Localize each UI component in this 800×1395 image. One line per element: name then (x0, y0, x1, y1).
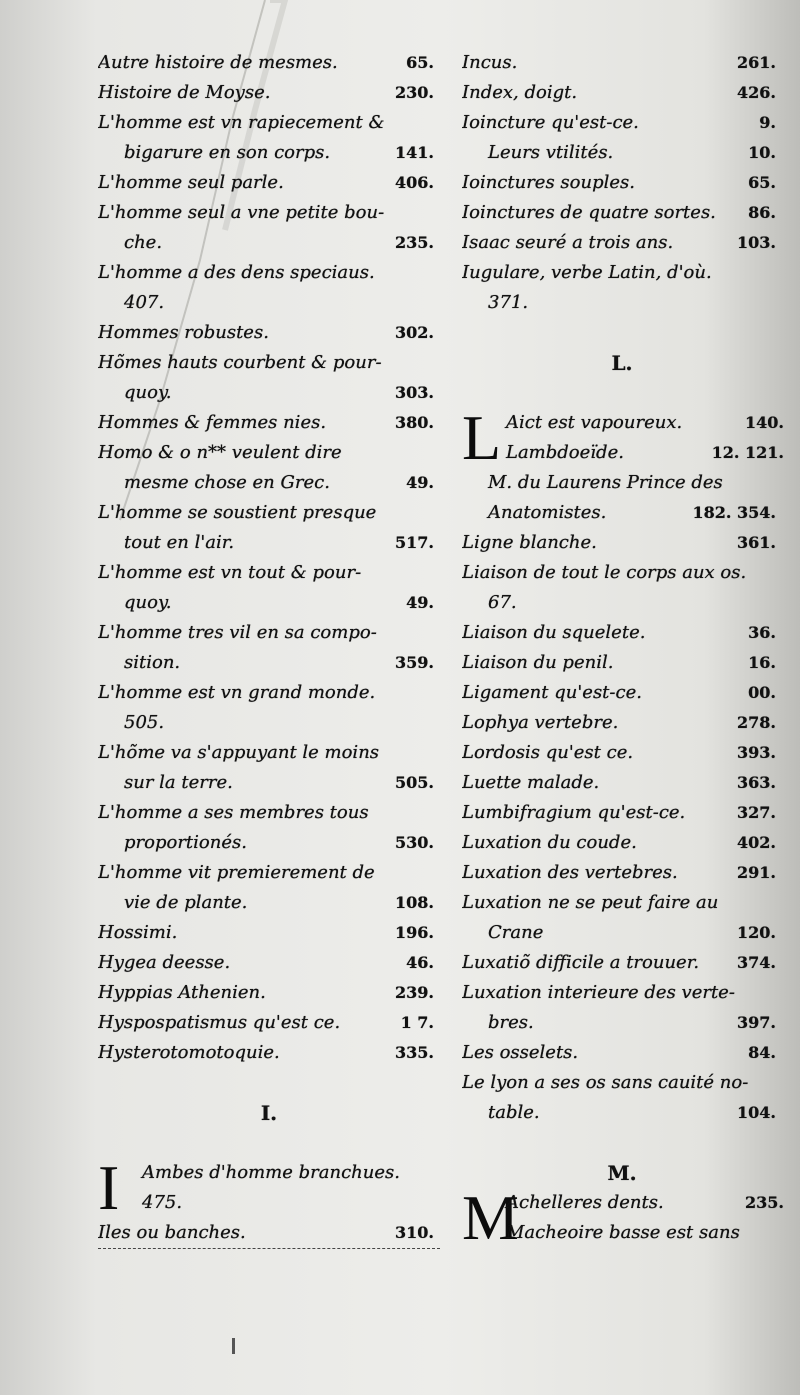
page-number: 327. (737, 803, 776, 822)
index-entry (462, 198, 782, 228)
index-entry (462, 738, 782, 768)
entry-text: bres. (488, 1012, 534, 1033)
entry-text: Luxation interieure des verte- (462, 982, 735, 1003)
entry-text: Les osselets. (462, 1042, 579, 1063)
entry-text: tout en l'air. (124, 532, 235, 553)
index-entry (98, 138, 440, 168)
entry-text (506, 408, 782, 438)
entry-text: L'homme est vn tout & pour- (98, 562, 362, 583)
entry-text: table. (488, 1102, 540, 1123)
index-entry (98, 798, 440, 828)
page-number: 120. (737, 923, 776, 942)
index-entry (462, 768, 782, 798)
entry-text: L'homme seul parle. (98, 172, 284, 193)
page-bottom-mark (232, 1338, 235, 1354)
entry-text: Iugulare, verbe Latin, d'où. (462, 262, 712, 283)
index-entry (98, 738, 440, 768)
entry-text: Hyppias Athenien. (98, 982, 266, 1003)
index-entry (462, 498, 782, 528)
index-entry (98, 558, 440, 588)
page-number: 426. (737, 83, 776, 102)
entry-text: Liaison de tout le corps aux os. (462, 562, 747, 583)
page-number: 65. (748, 173, 776, 192)
page-number: 505. (395, 773, 434, 792)
index-entry (98, 108, 440, 138)
drop-cap-entry (462, 402, 784, 473)
index-column-left (98, 48, 440, 1249)
entry-text: 475. (142, 1192, 183, 1213)
index-entry (462, 108, 782, 138)
page-number: 36. (748, 623, 776, 642)
drop-cap-letter: M (462, 1182, 519, 1253)
page-number: 10. (748, 143, 776, 162)
page-number: 103. (737, 233, 776, 252)
entry-text: Luxation du coude. (462, 832, 637, 853)
page-number: 406. (395, 173, 434, 192)
entry-text: L'homme a ses membres tous (98, 802, 369, 823)
entry-text: Luxatiõ difficile a trouuer. (462, 952, 700, 973)
entry-text: Hygea deesse. (98, 952, 231, 973)
index-entry (462, 828, 782, 858)
entry-text: Lumbifragium qu'est-ce. (462, 802, 686, 823)
entry-text: Luxation des vertebres. (462, 862, 678, 883)
section-letter-heading: M. (607, 1161, 637, 1185)
entry-text: L'homme a des dens speciaus. (98, 262, 375, 283)
entry-text: L'hõme va s'appuyant le moins (98, 742, 380, 763)
page-number: 49. (406, 593, 434, 612)
entry-text: vie de plante. (124, 892, 248, 913)
index-entry (98, 408, 440, 438)
entry-text: Hyspospatismus qu'est ce. (98, 1012, 341, 1033)
entry-text (142, 1188, 440, 1218)
page-number: 363. (737, 773, 776, 792)
index-entry (462, 1008, 782, 1038)
page-number: 239. (395, 983, 434, 1002)
entry-text: Crane (488, 922, 544, 943)
page-number: 230. (395, 83, 434, 102)
entry-text: Isaac seuré a trois ans. (462, 232, 674, 253)
entry-text: Hommes robustes. (98, 322, 269, 343)
index-entry (98, 168, 440, 198)
index-entry (462, 888, 782, 918)
entry-text: bigarure en son corps. (124, 142, 331, 163)
index-entry (462, 258, 782, 288)
blank-line (462, 378, 782, 408)
page-number: 402. (737, 833, 776, 852)
page-number: 302. (395, 323, 434, 342)
page-number: 9. (759, 113, 776, 132)
index-column-right (462, 48, 784, 1253)
entry-text: proportionés. (124, 832, 247, 853)
index-entry (98, 468, 440, 498)
index-entry (462, 48, 782, 78)
entry-text: Ioinctures de quatre sortes. (462, 202, 716, 223)
entry-text: L'homme vit premierement de (98, 862, 375, 883)
entry-text: Incus. (462, 52, 518, 73)
entry-text: Homo & o n** veulent dire (98, 442, 342, 463)
index-entry (98, 708, 440, 738)
page-number: 235. (745, 1193, 784, 1212)
index-entry (98, 318, 440, 348)
index-entry (462, 168, 782, 198)
index-entry (98, 768, 440, 798)
page-number: 108. (395, 893, 434, 912)
page-number: 278. (737, 713, 776, 732)
index-entry (462, 948, 782, 978)
entry-text: L'homme tres vil en sa compo- (98, 622, 377, 643)
entry-text: Ioincture qu'est-ce. (462, 112, 639, 133)
page-number: 86. (748, 203, 776, 222)
entry-text: Histoire de Moyse. (98, 82, 271, 103)
entry-text (506, 438, 782, 468)
page-number: 374. (737, 953, 776, 972)
index-entry (98, 888, 440, 918)
page-number: 104. (737, 1103, 776, 1122)
page-number: 397. (737, 1013, 776, 1032)
index-entry (98, 1038, 440, 1068)
entry-text: Liaison du squelete. (462, 622, 646, 643)
page-number: 235. (395, 233, 434, 252)
entry-text: Hossimi. (98, 922, 178, 943)
page-number: 393. (737, 743, 776, 762)
entry-text: Aict est vapoureux. (506, 412, 683, 433)
entry-text: Luette malade. (462, 772, 600, 793)
entry-text: L'homme seul a vne petite bou- (98, 202, 385, 223)
section-letter-heading: L. (611, 351, 633, 375)
drop-cap-entry (462, 1182, 784, 1253)
page-number: 12. 121. (711, 443, 784, 462)
index-entry (98, 288, 440, 318)
entry-text: Ambes d'homme branchues. (142, 1162, 400, 1183)
entry-text (506, 1218, 782, 1248)
entry-text: Macheoire basse est sans (506, 1222, 740, 1243)
index-entry (462, 288, 782, 318)
index-entry (98, 78, 440, 108)
page-number: 84. (748, 1043, 776, 1062)
index-entry (462, 1068, 782, 1098)
index-entry (98, 618, 440, 648)
page-number: 00. (748, 683, 776, 702)
entry-text: Ligament qu'est-ce. (462, 682, 642, 703)
blank-line (98, 1128, 440, 1158)
entry-text: 407. (124, 292, 165, 313)
page-number: 261. (737, 53, 776, 72)
entry-text: L'homme est vn grand monde. (98, 682, 376, 703)
page-number: 141. (395, 143, 434, 162)
entry-text: Autre histoire de mesmes. (98, 52, 338, 73)
page-number: 359. (395, 653, 434, 672)
drop-cap-letter: L (462, 402, 502, 473)
index-entry (462, 1098, 782, 1128)
entry-text: Hommes & femmes nies. (98, 412, 327, 433)
section-letter-heading: I. (260, 1101, 278, 1125)
entry-text: Ioinctures souples. (462, 172, 635, 193)
entry-text: quoy. (124, 592, 172, 613)
index-entry (98, 978, 440, 1008)
entry-text: Lophya vertebre. (462, 712, 619, 733)
page-number: 335. (395, 1043, 434, 1062)
page-number: 16. (748, 653, 776, 672)
page-number: 196. (395, 923, 434, 942)
blank-line (462, 1128, 782, 1158)
entry-text: mesme chose en Grec. (124, 472, 330, 493)
index-entry (98, 378, 440, 408)
index-entry (462, 468, 782, 498)
index-entry (98, 828, 440, 858)
entry-text: Ligne blanche. (462, 532, 597, 553)
index-entry (98, 348, 440, 378)
index-entry (98, 948, 440, 978)
page-number: 530. (395, 833, 434, 852)
entry-text: Hõmes hauts courbent & pour- (98, 352, 382, 373)
index-entry (462, 78, 782, 108)
entry-text: sur la terre. (124, 772, 233, 793)
entry-text: sition. (124, 652, 181, 673)
index-entry (462, 798, 782, 828)
entry-text: 371. (488, 292, 529, 313)
entry-text: quoy. (124, 382, 172, 403)
entry-text: Achelleres dents. (506, 1192, 664, 1213)
index-entry (462, 558, 782, 588)
drop-cap-letter: I (98, 1152, 120, 1223)
entry-text: Lambdoeïde. (506, 442, 624, 463)
page-number: 46. (406, 953, 434, 972)
index-entry (462, 978, 782, 1008)
index-entry (98, 858, 440, 888)
index-entry (98, 648, 440, 678)
entry-text: Anatomistes. (488, 502, 607, 523)
entry-text: M. du Laurens Prince des (488, 472, 723, 493)
entry-text: che. (124, 232, 163, 253)
page-number: 140. (745, 413, 784, 432)
index-entry (98, 588, 440, 618)
index-entry (462, 588, 782, 618)
index-entry (98, 678, 440, 708)
entry-text (142, 1158, 440, 1188)
entry-text: Hysterotomotoquie. (98, 1042, 280, 1063)
drop-cap-entry (98, 1152, 440, 1223)
index-entry (462, 678, 782, 708)
index-entry (98, 228, 440, 258)
page-number: 182. 354. (692, 503, 776, 522)
page-number: 65. (406, 53, 434, 72)
index-entry (462, 528, 782, 558)
entry-text: Index, doigt. (462, 82, 578, 103)
index-entry (462, 618, 782, 648)
index-entry (98, 438, 440, 468)
index-entry (462, 138, 782, 168)
page-number: 361. (737, 533, 776, 552)
index-entry (98, 498, 440, 528)
entry-text: Liaison du penil. (462, 652, 614, 673)
index-entry (98, 528, 440, 558)
entry-text: L'homme se soustient presque (98, 502, 377, 523)
index-entry (462, 228, 782, 258)
page-number: 291. (737, 863, 776, 882)
entry-text: L'homme est vn rapiecement & (98, 112, 385, 133)
entry-text: Lordosis qu'est ce. (462, 742, 634, 763)
entry-text: Le lyon a ses os sans cauité no- (462, 1072, 749, 1093)
page-number: 310. (395, 1223, 434, 1242)
index-entry (98, 918, 440, 948)
page-number: 303. (395, 383, 434, 402)
blank-line (98, 1068, 440, 1098)
entry-text: Iles ou banches. (98, 1222, 246, 1243)
index-entry (462, 918, 782, 948)
blank-line (462, 318, 782, 348)
entry-text (506, 1188, 782, 1218)
page-number: 49. (406, 473, 434, 492)
index-entry (98, 198, 440, 228)
entry-text: Leurs vtilités. (488, 142, 614, 163)
page-number: 380. (395, 413, 434, 432)
entry-text: 505. (124, 712, 165, 733)
index-entry (462, 1038, 782, 1068)
index-entry (462, 858, 782, 888)
page-number: 517. (395, 533, 434, 552)
entry-text: 67. (488, 592, 517, 613)
index-entry (98, 1008, 440, 1038)
index-entry (98, 1218, 440, 1249)
index-entry (98, 258, 440, 288)
index-entry (98, 48, 440, 78)
page-number: 1 7. (400, 1013, 434, 1032)
index-entry (462, 708, 782, 738)
entry-text: Luxation ne se peut faire au (462, 892, 719, 913)
index-entry (462, 648, 782, 678)
